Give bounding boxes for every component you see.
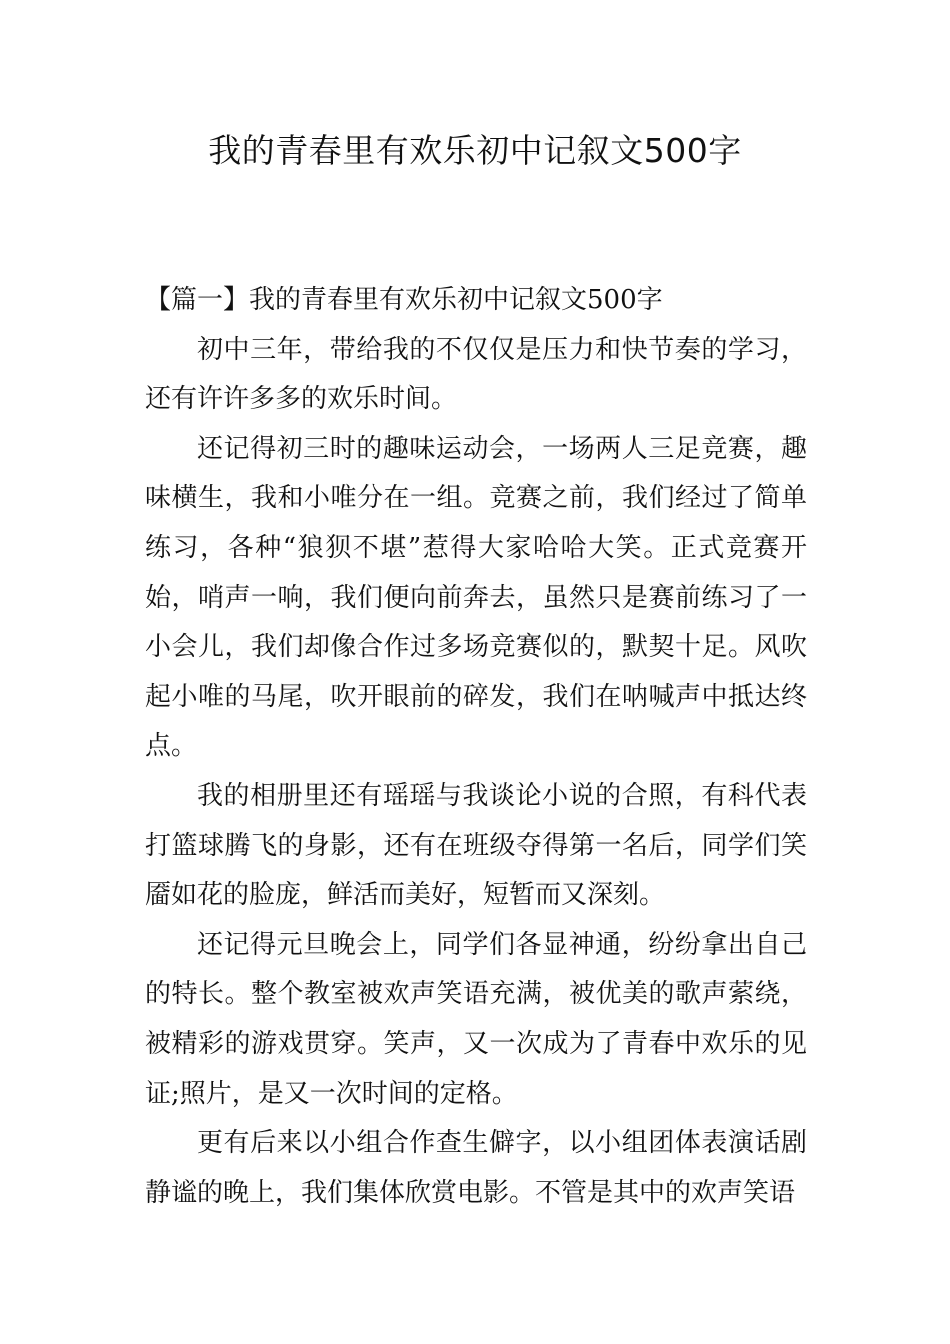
- document-title: 我的青春里有欢乐初中记叙文500字: [208, 131, 742, 170]
- section-heading: 【篇一】我的青春里有欢乐初中记叙文500字: [145, 285, 663, 315]
- paragraph-4: 还记得元旦晚会上，同学们各显神通，纷纷拿出自己的特长。整个教室被欢声笑语充满，被优美的歌声萦绕，被精彩的游戏贯穿。笑声，又一次成为了青春中欢乐的见证;照片，是又一次时间的定格。: [145, 929, 807, 1109]
- paragraph-3: 我的相册里还有瑶瑶与我谈论小说的合照，有科代表打篮球腾飞的身影，还有在班级夺得第一名后，同学们笑靥如花的脸庞，鲜活而美好，短暂而又深刻。: [145, 780, 807, 911]
- paragraph-5: 更有后来以小组合作查生僻字，以小组团体表演话剧静谧的晚上，我们集体欣赏电影。不管是其中的欢声笑语: [145, 1128, 807, 1208]
- paragraph-1: 初中三年，带给我的不仅仅是压力和快节奏的学习，还有许许多多的欢乐时间。: [145, 334, 807, 415]
- document-body: [145, 276, 807, 1218]
- paragraph-2: 还记得初三时的趣味运动会，一场两人三足竞赛，趣味横生，我和小唯分在一组。竞赛之前，我们经过了简单练习，各种“狼狈不堪”惹得大家哈哈大笑。正式竞赛开始，哨声一响，我们便向前奔去，虽然只是赛前练习了一小会儿，我们却像合作过多场竞赛似的，默契十足。风吹起小唯的马尾，吹开眼前的碎发，我们在呐喊声中抵达终点。: [145, 433, 807, 762]
